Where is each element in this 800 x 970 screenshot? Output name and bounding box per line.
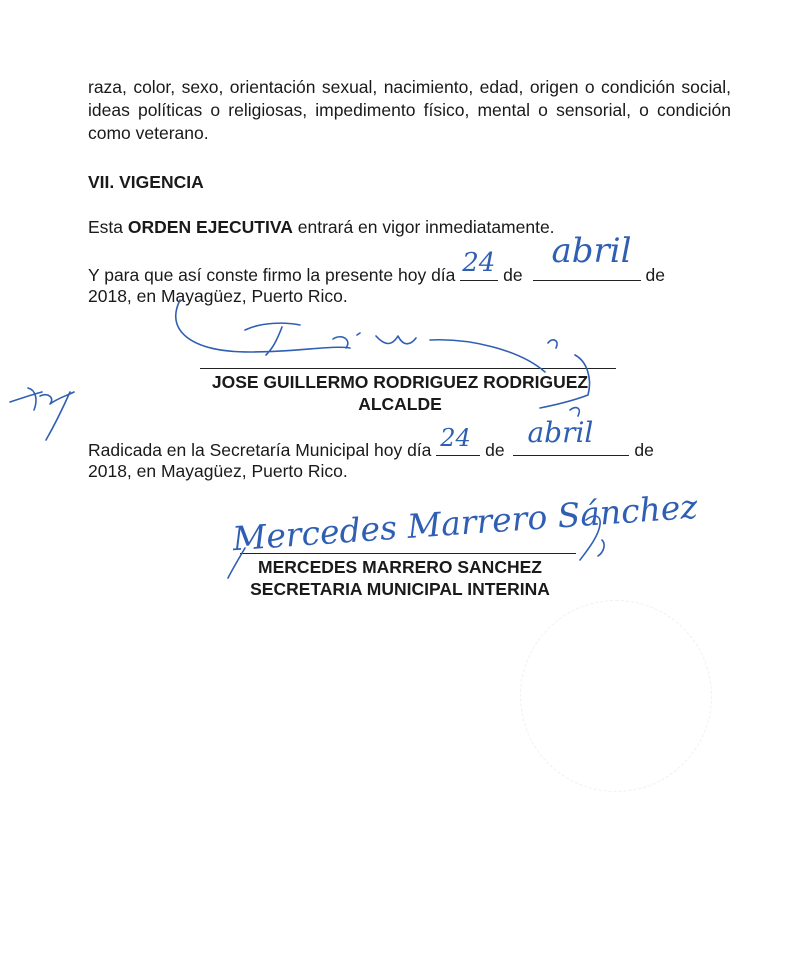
embossed-seal — [520, 600, 712, 792]
signing-day-blank — [460, 248, 498, 281]
filing-line-1 — [88, 416, 654, 462]
filing-text-before: Radicada en la Secretaría Municipal hoy día — [88, 440, 437, 460]
secretary-signature-line — [240, 553, 576, 554]
filing-day-blank — [436, 424, 480, 456]
filing-month-handwritten: abril — [527, 416, 594, 449]
signing-line-2: 2018, en Mayagüez, Puerto Rico. — [88, 286, 348, 306]
mayor-signature-line — [200, 368, 616, 369]
signing-month-handwritten: abril — [551, 231, 632, 271]
filing-text-mid: de — [480, 440, 510, 460]
signing-text-end: de — [645, 265, 665, 285]
vigencia-text-after: entrará en vigor inmediatamente. — [292, 217, 555, 237]
vigencia-emphasis: ORDEN EJECUTIVA — [127, 217, 293, 237]
secretary-title: SECRETARIA MUNICIPAL INTERINA — [250, 579, 550, 599]
signing-day-handwritten: 24 — [462, 248, 496, 278]
vigencia-text-before: Esta — [88, 217, 128, 237]
signing-line-1 — [88, 231, 731, 287]
filing-month-blank — [513, 416, 629, 456]
continuation-paragraph: raza, color, sexo, orientación sexual, nacimiento, edad, origen o condición social, ideas políticas o religiosas, impedimento físico, mental o sensorial, o condición como veterano. — [88, 77, 731, 143]
filing-day-handwritten: 24 — [440, 424, 471, 452]
signing-text-mid: de — [498, 265, 528, 285]
filing-line-2: 2018, en Mayagüez, Puerto Rico. — [88, 461, 348, 481]
mayor-title: ALCALDE — [358, 394, 442, 414]
mayor-name: JOSE GUILLERMO RODRIGUEZ RODRIGUEZ — [211, 372, 589, 392]
vigencia-paragraph — [88, 216, 555, 239]
signing-month-blank — [533, 231, 641, 281]
signing-text-before: Y para que así conste firmo la presente hoy día — [88, 265, 461, 285]
secretary-name: MERCEDES MARRERO SANCHEZ — [258, 557, 542, 577]
section-heading: VII. VIGENCIA — [88, 172, 204, 192]
filing-text-end: de — [629, 440, 654, 460]
secretary-signature-handwritten: Mercedes Marrero Sánchez — [231, 486, 699, 559]
